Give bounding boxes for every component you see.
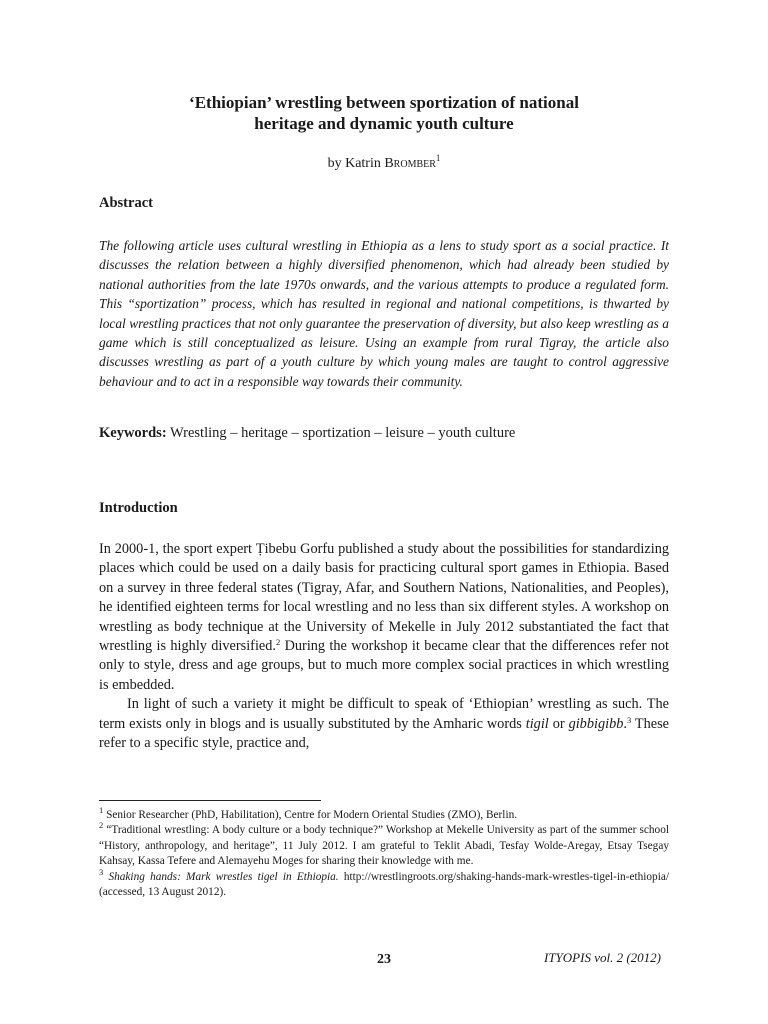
title-line-2: heritage and dynamic youth culture bbox=[254, 114, 514, 133]
keywords-list: Wrestling – heritage – sportization – leisure – youth culture bbox=[166, 425, 516, 441]
intro-paragraph-1 bbox=[99, 540, 669, 695]
keywords-label: Keywords: bbox=[99, 425, 167, 441]
page-number: 23 bbox=[377, 952, 391, 967]
footnote-3-title: Shaking hands: Mark wrestles tigel in Ethiopia. bbox=[103, 870, 339, 883]
footnote-ref-3: 3 bbox=[626, 714, 632, 725]
footnote-3-link[interactable]: http://wrestlingroots.org/shaking-hands-mark-wrestles-tigel-in-ethiopia/ (accessed, 13 August 2012). bbox=[99, 870, 669, 899]
footnote-ref-2: 2 bbox=[276, 637, 281, 648]
footnote-2-number: 2 bbox=[99, 820, 104, 831]
intro-p1-text-b: During the workshop it became clear that the differences refer not only to style, dress and age groups, but to much more complex social practices in which wrestling is embedded. bbox=[99, 638, 670, 693]
intro-paragraph-2 bbox=[99, 695, 669, 753]
intro-p2-dot: . bbox=[623, 715, 627, 732]
title-line-1: ‘Ethiopian’ wrestling between sportization of national bbox=[189, 93, 579, 112]
footnote-1 bbox=[99, 805, 669, 823]
keywords bbox=[99, 425, 669, 442]
introduction-body bbox=[99, 540, 669, 753]
author-footnote-ref: 1 bbox=[435, 153, 441, 163]
journal-footer: ITYOPIS vol. 2 (2012) bbox=[544, 950, 661, 965]
intro-p2-or: or bbox=[548, 715, 569, 732]
term-tigil: tigil bbox=[525, 715, 549, 732]
footnote-separator bbox=[99, 800, 321, 801]
footnote-2 bbox=[99, 820, 669, 869]
footnote-1-text: Senior Researcher (PhD, Habilitation), Centre for Modern Oriental Studies (ZMO), Berlin. bbox=[103, 809, 518, 821]
term-gibbigibb: gibbigibb bbox=[568, 715, 624, 732]
footnote-3-number: 3 bbox=[99, 866, 104, 877]
article-title bbox=[99, 92, 669, 134]
footnote-2-text: “Traditional wrestling: A body culture or a body technique?” Workshop at Mekelle University as part of the summer school “History, anthropology, and heritage”, 11 July 2012. I am grateful to Teklit Abadi, Tesfay Wolde-Aregay, Etsay Tsegay Kahsay, Kassa Tefere and Alemayehu Moges for sharing their knowledge with me. bbox=[99, 824, 669, 868]
byline-prefix: by Katrin bbox=[327, 156, 385, 171]
abstract-heading: Abstract bbox=[99, 195, 153, 211]
abstract-text: The following article uses cultural wrestling in Ethiopia as a lens to study sport as a social practice. It discusses the relation between a highly diversified phenomenon, which had already been studied by national authorities from the late 1970s onwards, and the various attempts to produce a regulated form. This “sportization” process, which has resulted in regional and national competitions, is thwarted by local wrestling practices that not only guarantee the preservation of diversity, but also keep wrestling as a game which is still conceptualized as leisure. Using an example from rural Tigray, the article also discusses wrestling as part of a youth culture by which young males are taught to control aggressive behaviour and to act in a responsible way towards their community. bbox=[99, 238, 669, 389]
introduction-heading: Introduction bbox=[99, 500, 178, 516]
footnote-3 bbox=[99, 866, 669, 901]
footnote-1-number: 1 bbox=[99, 805, 104, 815]
intro-p1-text-a: In 2000-1, the sport expert Ṭibebu Gorfu published a study about the possibilities for standardizing places which could be used on a daily basis for practicing cultural sport games in Ethiopia. Based on a survey in three federal states (Tigray, Afar, and Southern Nations, Nationalities, and Peoples), he identified eighteen terms for local wrestling and no less than six different styles. A workshop on wrestling as body technique at the University of Mekelle in July 2012 substantiated the fact that wrestling is highly diversified. bbox=[99, 541, 669, 655]
author-byline bbox=[99, 153, 669, 172]
intro-p2-text-b: These refer to a specific style, practice and, bbox=[99, 715, 670, 752]
author-surname: Bromber bbox=[384, 156, 436, 171]
footnotes bbox=[99, 805, 669, 900]
intro-p2-text-a: In light of such a variety it might be difficult to speak of ‘Ethiopian’ wrestling as such. The term exists only in blogs and is usually substituted by the Amharic words bbox=[99, 696, 669, 732]
